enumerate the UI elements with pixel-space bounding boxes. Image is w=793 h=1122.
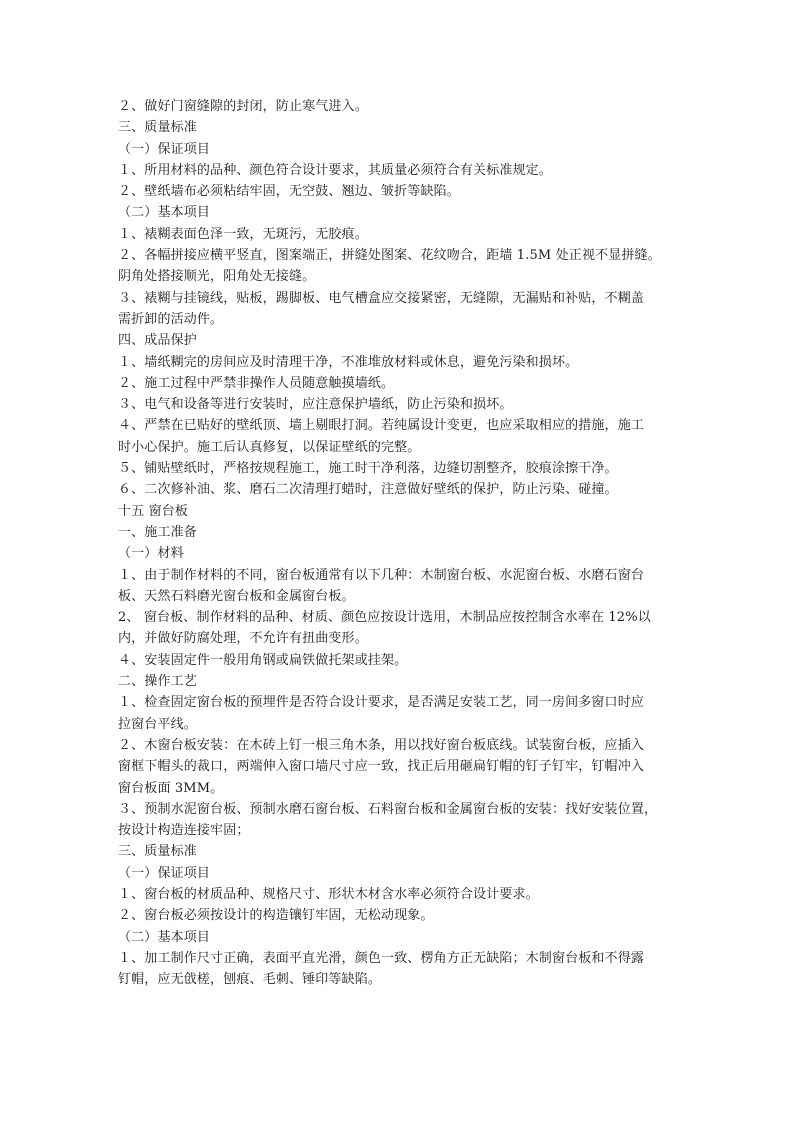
text-line: ２、施工过程中严禁非操作人员随意触摸墙纸。: [118, 375, 395, 391]
text-line: ２、窗台板必须按设计的构造镶钉牢固，无松动现象。: [118, 908, 434, 924]
text-line: ３、裱糊与挂镜线，贴板，踢脚板、电气槽盒应交接紧密，无缝隙，无漏贴和补贴，不糊盖: [118, 290, 645, 306]
text-line: 内，并做好防腐处理，不允许有扭曲变形。: [118, 631, 368, 647]
section-heading: 四、成品保护: [118, 333, 197, 349]
text-line: ５、铺贴壁纸时，严格按规程施工，施工时干净利落，边缝切割整齐，胶痕涂擦干净。: [118, 461, 618, 477]
text-line: 窗台板面 3MM。: [118, 780, 224, 796]
text-line: １、墙纸糊完的房间应及时清理干净，不准堆放材料或休息，避免污染和损坏。: [118, 354, 579, 370]
document-body: [118, 96, 684, 990]
text-line: ６、二次修补油、浆、磨石二次清理打蜡时，注意做好壁纸的保护，防止污染、碰撞。: [118, 482, 618, 498]
text-line: 按设计构造连接牢固；: [118, 823, 250, 839]
text-line: １、所用材料的品种、颜色符合设计要求，其质量必须符合有关标准规定。: [118, 162, 552, 178]
text-line: 时小心保护。施工后认真修复，以保证壁纸的完整。: [118, 439, 421, 455]
section-heading: 一、施工准备: [118, 524, 197, 540]
text-line: １、裱糊表面色泽一致，无斑污，无胶痕。: [118, 226, 368, 242]
section-heading: 三、质量标准: [118, 120, 197, 136]
text-line: ４、严禁在已贴好的壁纸顶、墙上剔眼打洞。若纯属设计变更，也应采取相应的措施，施工: [118, 418, 645, 434]
subsection-heading: （一）保证项目: [118, 141, 211, 157]
text-line: ４、安装固定件一般用角钢或扁铁做托架或挂架。: [118, 652, 408, 668]
text-line: 钉帽，应无戗槎，刨痕、毛刺、锤印等缺陷。: [118, 972, 382, 988]
chapter-heading: 十五 窗台板: [118, 503, 189, 519]
text-line: ２、壁纸墙布必须粘结牢固，无空鼓、翘边、皱折等缺陷。: [118, 184, 460, 200]
text-line: 板、天然石料磨光窗台板和金属窗台板。: [118, 588, 355, 604]
text-line: ２、木窗台板安装：在木砖上钉一根三角木条，用以找好窗台板底线。试装窗台板，应插入: [118, 737, 645, 753]
text-line: １、窗台板的材质品种、规格尺寸、形状木材含水率必须符合设计要求。: [118, 886, 539, 902]
text-line: 窗框下帽头的裁口，两端伸入窗口墙尺寸应一致，找正后用砸扁钉帽的钉子钉牢，钉帽冲入: [118, 759, 645, 775]
subsection-heading: （一）材料: [118, 546, 184, 562]
text-line: ２、做好门窗缝隙的封闭，防止寒气进入。: [118, 99, 368, 114]
subsection-heading: （二）基本项目: [118, 929, 211, 945]
text-line: ３、预制水泥窗台板、预制水磨石窗台板、石料窗台板和金属窗台板的安装：找好安装位置，: [118, 801, 658, 817]
text-line: １、加工制作尺寸正确，表面平直光滑，颜色一致、楞角方正无缺陷；木制窗台板和不得露: [118, 950, 645, 966]
subsection-heading: （一）保证项目: [118, 865, 211, 881]
text-line: 需折卸的活动件。: [118, 311, 224, 327]
text-line: 阴角处搭接顺光，阳角处无接缝。: [118, 269, 316, 285]
text-line: 拉窗台平线。: [118, 716, 197, 732]
section-heading: 三、质量标准: [118, 844, 197, 860]
text-line: １、由于制作材料的不同，窗台板通常有以下几种：木制窗台板、水泥窗台板、水磨石窗台: [118, 567, 645, 583]
text-line: ３、电气和设备等进行安装时，应注意保护墙纸，防止污染和损坏。: [118, 397, 513, 413]
section-heading: 二、操作工艺: [118, 674, 197, 690]
text-line: ２、各幅拼接应横平竖直，图案端正，拼缝处图案、花纹吻合，距墙 1.5M 处正视不显拼缝。: [118, 248, 661, 264]
text-line: １、检查固定窗台板的预埋件是否符合设计要求，是否满足安装工艺，同一房间多窗口时应: [118, 695, 645, 711]
text-line: 2、 窗台板、制作材料的品种、材质、颜色应按设计选用，木制品应按控制含水率在 12%以: [118, 610, 651, 626]
subsection-heading: （二）基本项目: [118, 205, 211, 221]
